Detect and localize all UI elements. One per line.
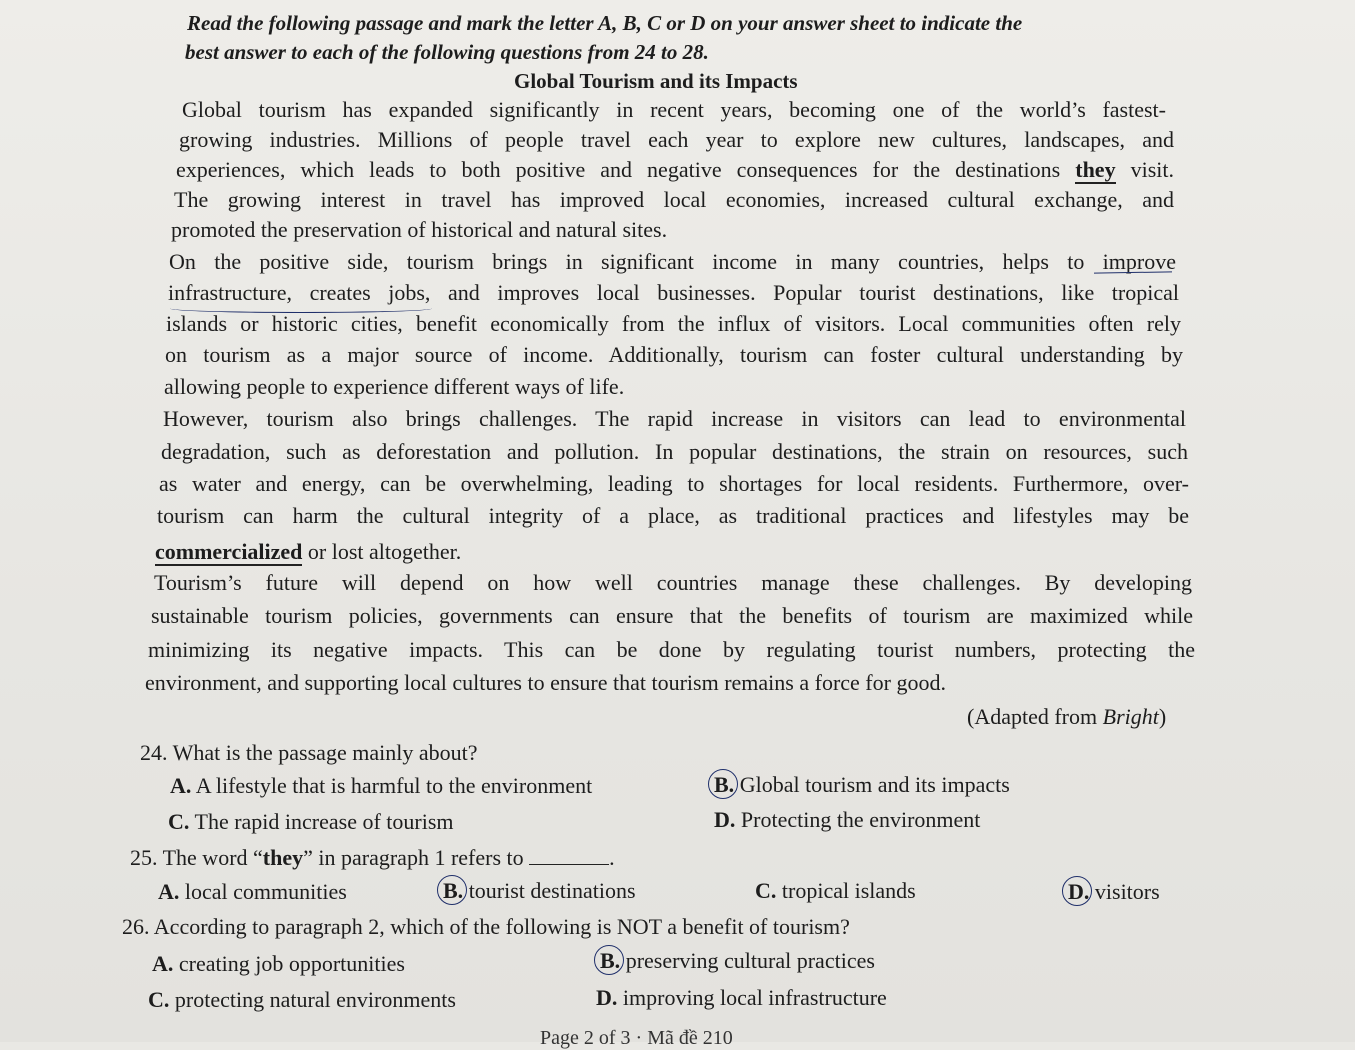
q25-text-d: visitors bbox=[1094, 879, 1160, 904]
q26-text-c: protecting natural environments bbox=[174, 987, 456, 1012]
q25-option-c[interactable] bbox=[755, 878, 916, 904]
p2-line-4: on tourism as a major source of income. Additionally, tourism can foster cultural understanding by bbox=[165, 342, 1183, 367]
answer-blank bbox=[529, 864, 609, 865]
q26-option-a[interactable] bbox=[152, 951, 405, 977]
q25-text-c: tropical islands bbox=[781, 878, 916, 903]
q26-letter-a: A. bbox=[152, 951, 174, 976]
q25-option-d[interactable] bbox=[1068, 879, 1160, 905]
q25-text-a: local communities bbox=[184, 879, 347, 904]
q26-letter-d: D. bbox=[596, 985, 618, 1010]
p1-line-1: Global tourism has expanded significantly in recent years, becoming one of the world’s fastest- bbox=[182, 97, 1166, 122]
q24-letter-d: D. bbox=[714, 807, 736, 832]
p2-line-1: On the positive side, tourism brings in significant income in many countries, helps to improve bbox=[169, 249, 1176, 274]
q25-stem-a: 25. The word “ bbox=[130, 845, 263, 870]
pen-underline-infrastructure bbox=[170, 304, 432, 313]
q25-stem-end: . bbox=[609, 845, 615, 870]
q24-option-b[interactable] bbox=[714, 772, 1010, 798]
passage-title: Global Tourism and its Impacts bbox=[514, 69, 798, 93]
source-prefix: (Adapted from bbox=[967, 704, 1103, 729]
q24-option-c[interactable] bbox=[168, 809, 454, 835]
q25-option-b[interactable] bbox=[443, 878, 636, 904]
q26-text-b: preserving cultural practices bbox=[625, 948, 875, 973]
q25-letter-d-circled: D. bbox=[1068, 879, 1090, 904]
source-credit bbox=[967, 704, 1166, 730]
p2-line-3: islands or historic cities, benefit economically from the influx of visitors. Local communities often rely bbox=[166, 311, 1181, 336]
q26-text-a: creating job opportunities bbox=[178, 951, 405, 976]
p4-line-4: environment, and supporting local cultures to ensure that tourism remains a force for good. bbox=[145, 670, 946, 695]
p3-line-5 bbox=[155, 539, 461, 565]
q25-letter-b-circled: B. bbox=[443, 878, 464, 903]
p4-line-3: minimizing its negative impacts. This can be done by regulating tourist numbers, protecting the bbox=[148, 637, 1195, 662]
p4-line-2: sustainable tourism policies, governments can ensure that the benefits of tourism are maximized while bbox=[151, 603, 1193, 628]
q26-text-d: improving local infrastructure bbox=[622, 985, 887, 1010]
q24-letter-a: A. bbox=[170, 773, 192, 798]
p3-line-2: degradation, such as deforestation and pollution. In popular destinations, the strain on resources, such bbox=[161, 439, 1188, 464]
q24-text-d: Protecting the environment bbox=[740, 807, 981, 832]
q26-option-d[interactable] bbox=[596, 985, 887, 1011]
p4-line-1: Tourism’s future will depend on how well countries manage these challenges. By developing bbox=[154, 570, 1192, 595]
instruction-line-1: Read the following passage and mark the letter A, B, C or D on your answer sheet to indicate the bbox=[187, 11, 1023, 35]
q24-option-d[interactable] bbox=[714, 807, 980, 833]
q25-stem-b: ” in paragraph 1 refers to bbox=[303, 845, 530, 870]
q24-text-b: Global tourism and its impacts bbox=[739, 772, 1010, 797]
source-suffix: ) bbox=[1158, 704, 1167, 729]
instruction-line-2: best answer to each of the following questions from 24 to 28. bbox=[185, 40, 709, 64]
p2-line-2: infrastructure, creates jobs, and improves local businesses. Popular tourist destinations, like tropical bbox=[168, 280, 1179, 305]
p3-line-5-rest: or lost altogether. bbox=[302, 539, 462, 564]
q24-text-a: A lifestyle that is harmful to the environment bbox=[195, 773, 593, 798]
p3-line-3: as water and energy, can be overwhelming, leading to shortages for local residents. Furthermore, over- bbox=[159, 471, 1189, 496]
p3-line-4: tourism can harm the cultural integrity of a place, as traditional practices and lifestyles may be bbox=[157, 503, 1189, 528]
q24-letter-b-circled: B. bbox=[714, 772, 735, 797]
q25-stem-word: they bbox=[262, 845, 304, 870]
q24-letter-c: C. bbox=[168, 809, 190, 834]
p1-line-3 bbox=[176, 157, 1174, 183]
p1-line-3-text-a: experiences, which leads to both positive and negative consequences for the destinations bbox=[176, 157, 1076, 182]
q25-letter-a: A. bbox=[158, 879, 180, 904]
q25-letter-c: C. bbox=[755, 878, 777, 903]
q25-text-b: tourist destinations bbox=[468, 878, 636, 903]
highlighted-word-commercialized: commercialized bbox=[155, 539, 303, 564]
q25-stem bbox=[130, 845, 615, 871]
q24-option-a[interactable] bbox=[170, 773, 592, 799]
p1-line-4: The growing interest in travel has improved local economies, increased cultural exchange, and bbox=[174, 187, 1174, 212]
q25-option-a[interactable] bbox=[158, 879, 347, 905]
highlighted-word-they: they bbox=[1075, 157, 1116, 182]
p3-line-1: However, tourism also brings challenges. The rapid increase in visitors can lead to environmental bbox=[163, 406, 1186, 431]
q24-stem: 24. What is the passage mainly about? bbox=[140, 740, 478, 765]
page-footer: Page 2 of 3 · Mã đề 210 bbox=[540, 1027, 733, 1049]
source-book: Bright bbox=[1102, 704, 1159, 729]
q24-text-c: The rapid increase of tourism bbox=[194, 809, 454, 834]
q26-stem: 26. According to paragraph 2, which of the following is NOT a benefit of tourism? bbox=[122, 914, 850, 939]
q26-option-c[interactable] bbox=[148, 987, 456, 1013]
q26-letter-b-circled: B. bbox=[600, 948, 621, 973]
p1-line-3-text-b: visit. bbox=[1115, 157, 1174, 182]
q26-letter-c: C. bbox=[148, 987, 170, 1012]
p1-line-2: growing industries. Millions of people travel each year to explore new cultures, landscapes, and bbox=[179, 127, 1174, 152]
p2-line-5: allowing people to experience different ways of life. bbox=[164, 374, 625, 399]
p1-line-5: promoted the preservation of historical and natural sites. bbox=[171, 217, 668, 242]
q26-option-b[interactable] bbox=[600, 948, 875, 974]
